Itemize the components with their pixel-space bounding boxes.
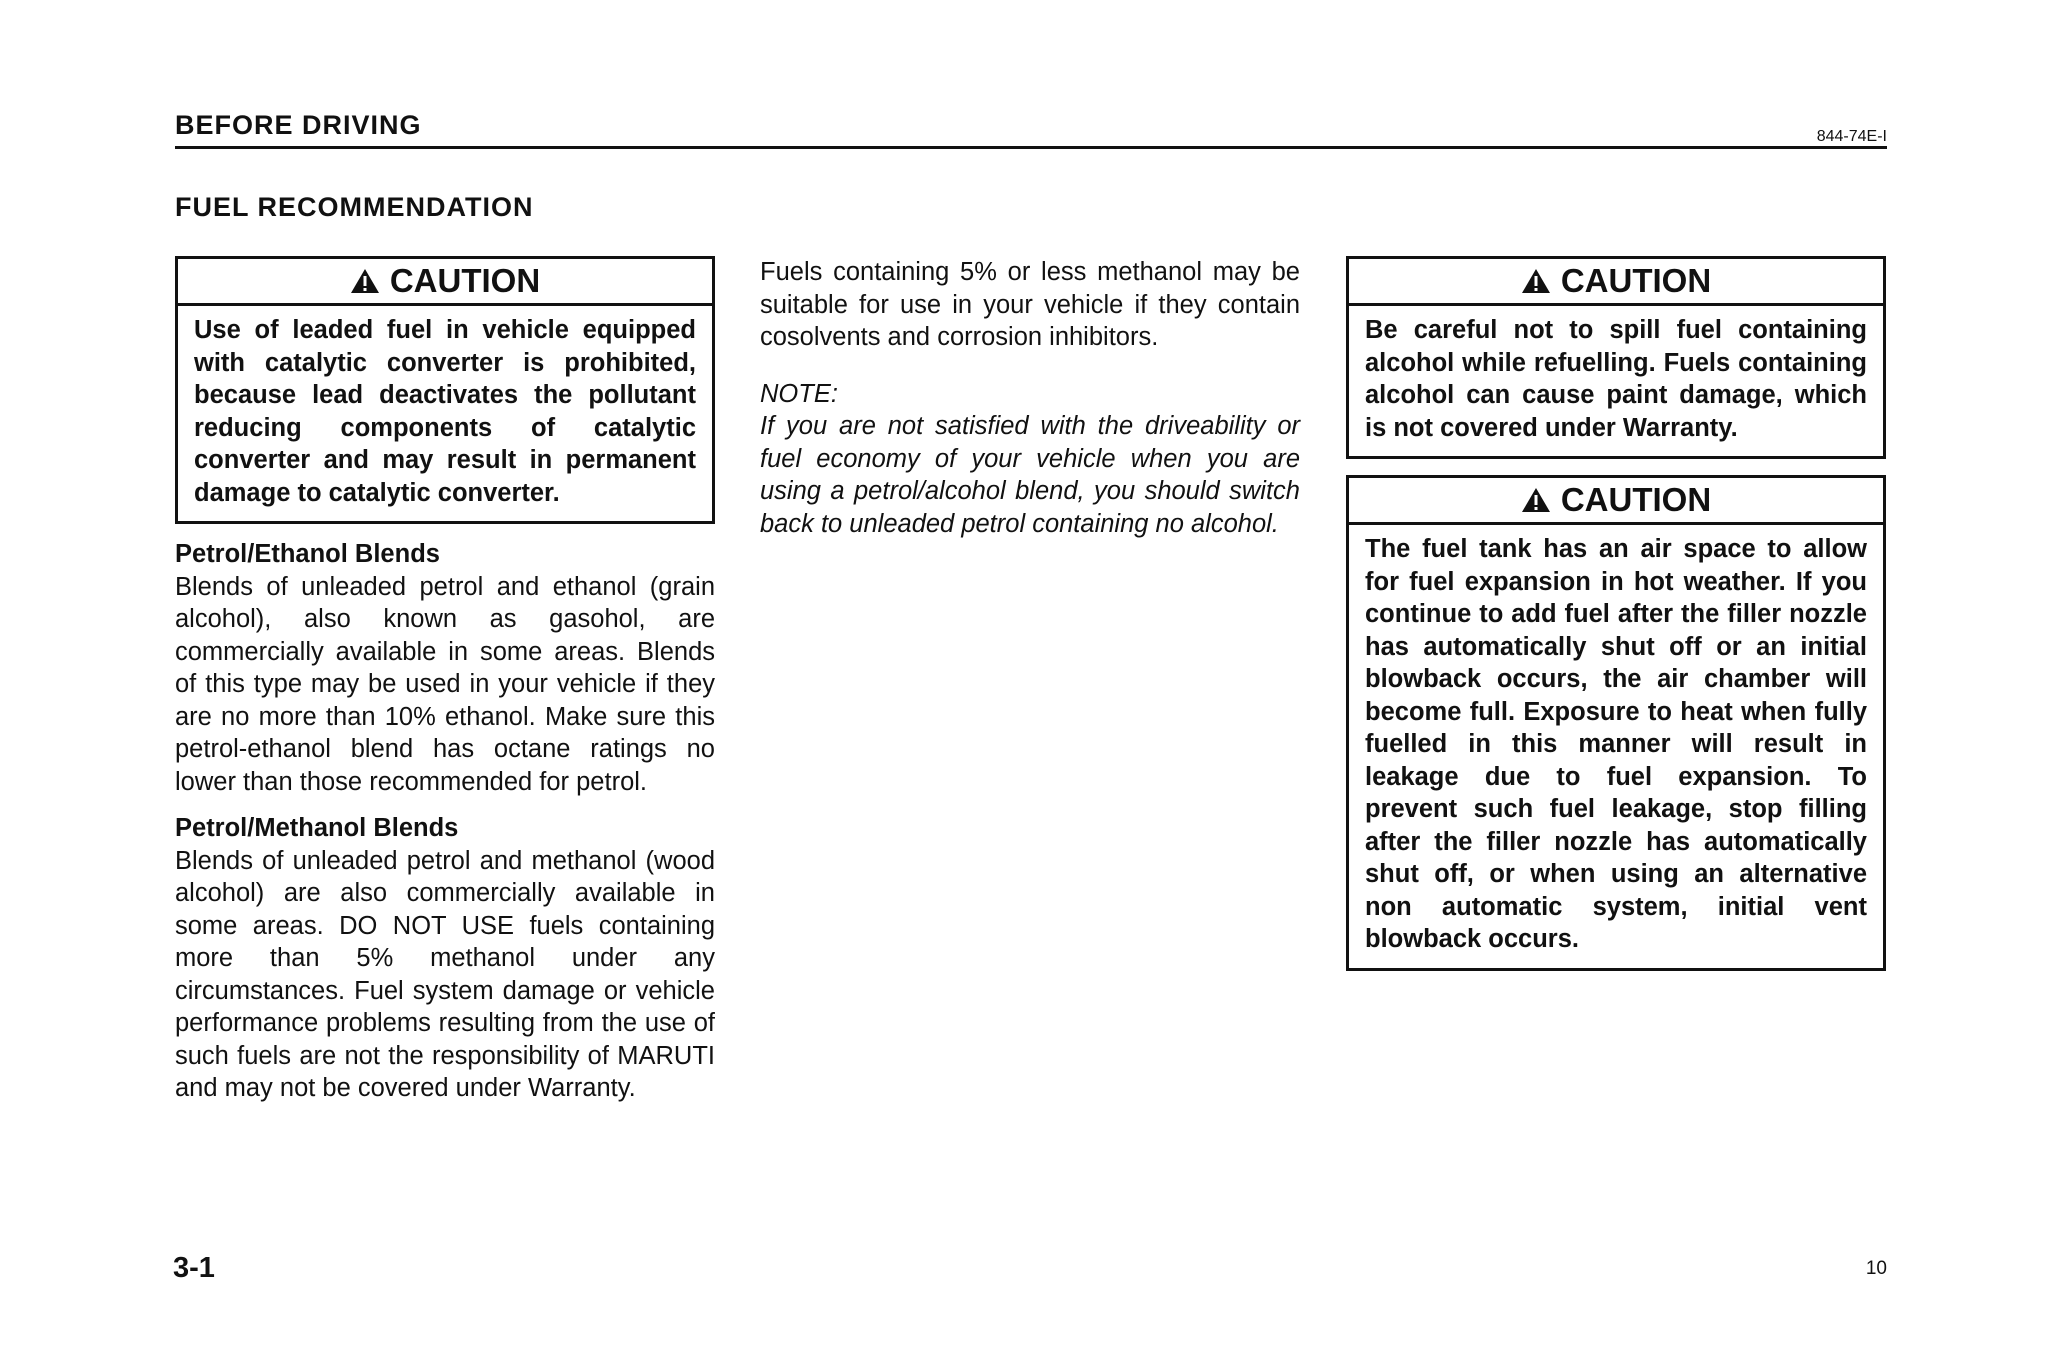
note-label: NOTE: — [760, 379, 838, 408]
caution-box-fuel-expansion — [1346, 475, 1886, 971]
column-left — [175, 256, 715, 1105]
section-page-label: 3-1 — [173, 1252, 215, 1284]
caution-heading: CAUTION — [389, 262, 541, 299]
column-middle — [760, 256, 1300, 540]
header-divider — [175, 146, 1887, 149]
caution-box-leaded-fuel — [175, 256, 715, 524]
caution-box-spill — [1346, 256, 1886, 459]
methanol-paragraph: Blends of unleaded petrol and methanol (wood alcohol) are also commercially available in some areas. DO NOT USE fuels containing more than 5% methanol under any circumstances. Fuel system damage or vehicle performance problems resulting from the use of such fuels are not the responsibility of MARUTI and may not be covered under Warranty. — [175, 846, 715, 1102]
caution-text: Be careful not to spill fuel containing alcohol while refuelling. Fuels containing alcohol can cause paint damage, which is not covered under Warranty. — [1365, 316, 1867, 442]
warning-triangle-icon — [1521, 268, 1551, 294]
ethanol-heading: Petrol/Ethanol Blends — [175, 540, 440, 568]
caution-text: The fuel tank has an air space to allow for fuel expansion in hot weather. If you continue to add fuel after the filler nozzle has automatically shut off or an initial blowback occurs, the air chamber will become full. Exposure to heat when fully fuelled in this manner will result in leakage due to fuel expansion. To prevent such fuel leakage, stop filling after the filler nozzle has automatically shut off, or when using an alternative non automatic system, initial vent blowback occurs. — [1365, 535, 1867, 953]
note-text: If you are not satisfied with the driveability or fuel economy of your vehicle when you are using a petrol/alcohol blend, you should switch back to unleaded petrol containing no alcohol. — [760, 412, 1300, 538]
section-title: FUEL RECOMMENDATION — [175, 192, 534, 222]
caution-header — [1349, 259, 1883, 306]
caution-header — [1349, 478, 1883, 525]
warning-triangle-icon — [1521, 487, 1551, 513]
caution-header — [178, 259, 712, 306]
methanol-heading: Petrol/Methanol Blends — [175, 814, 459, 842]
column-right — [1346, 256, 1886, 971]
document-code: 844-74E-I — [1816, 128, 1887, 145]
page-number: 10 — [1865, 1258, 1887, 1279]
warning-triangle-icon — [350, 268, 380, 294]
chapter-title: BEFORE DRIVING — [175, 110, 422, 140]
caution-text: Use of leaded fuel in vehicle equipped with catalytic converter is prohibited, because lead deactivates the pollutant reducing components of catalytic converter and may result in permanent damage to catalytic converter. — [194, 316, 696, 507]
caution-heading: CAUTION — [1560, 481, 1712, 518]
caution-heading: CAUTION — [1560, 262, 1712, 299]
ethanol-paragraph: Blends of unleaded petrol and ethanol (grain alcohol), also known as gasohol, are commercially available in some areas. Blends of this type may be used in your vehicle if they are no more than 10% ethanol. Make sure this petrol-ethanol blend has octane ratings no lower than those recommended for petrol. — [175, 572, 715, 796]
methanol-suitability-paragraph: Fuels containing 5% or less methanol may be suitable for use in your vehicle if they contain cosolvents and corrosion inhibitors. — [760, 258, 1300, 351]
